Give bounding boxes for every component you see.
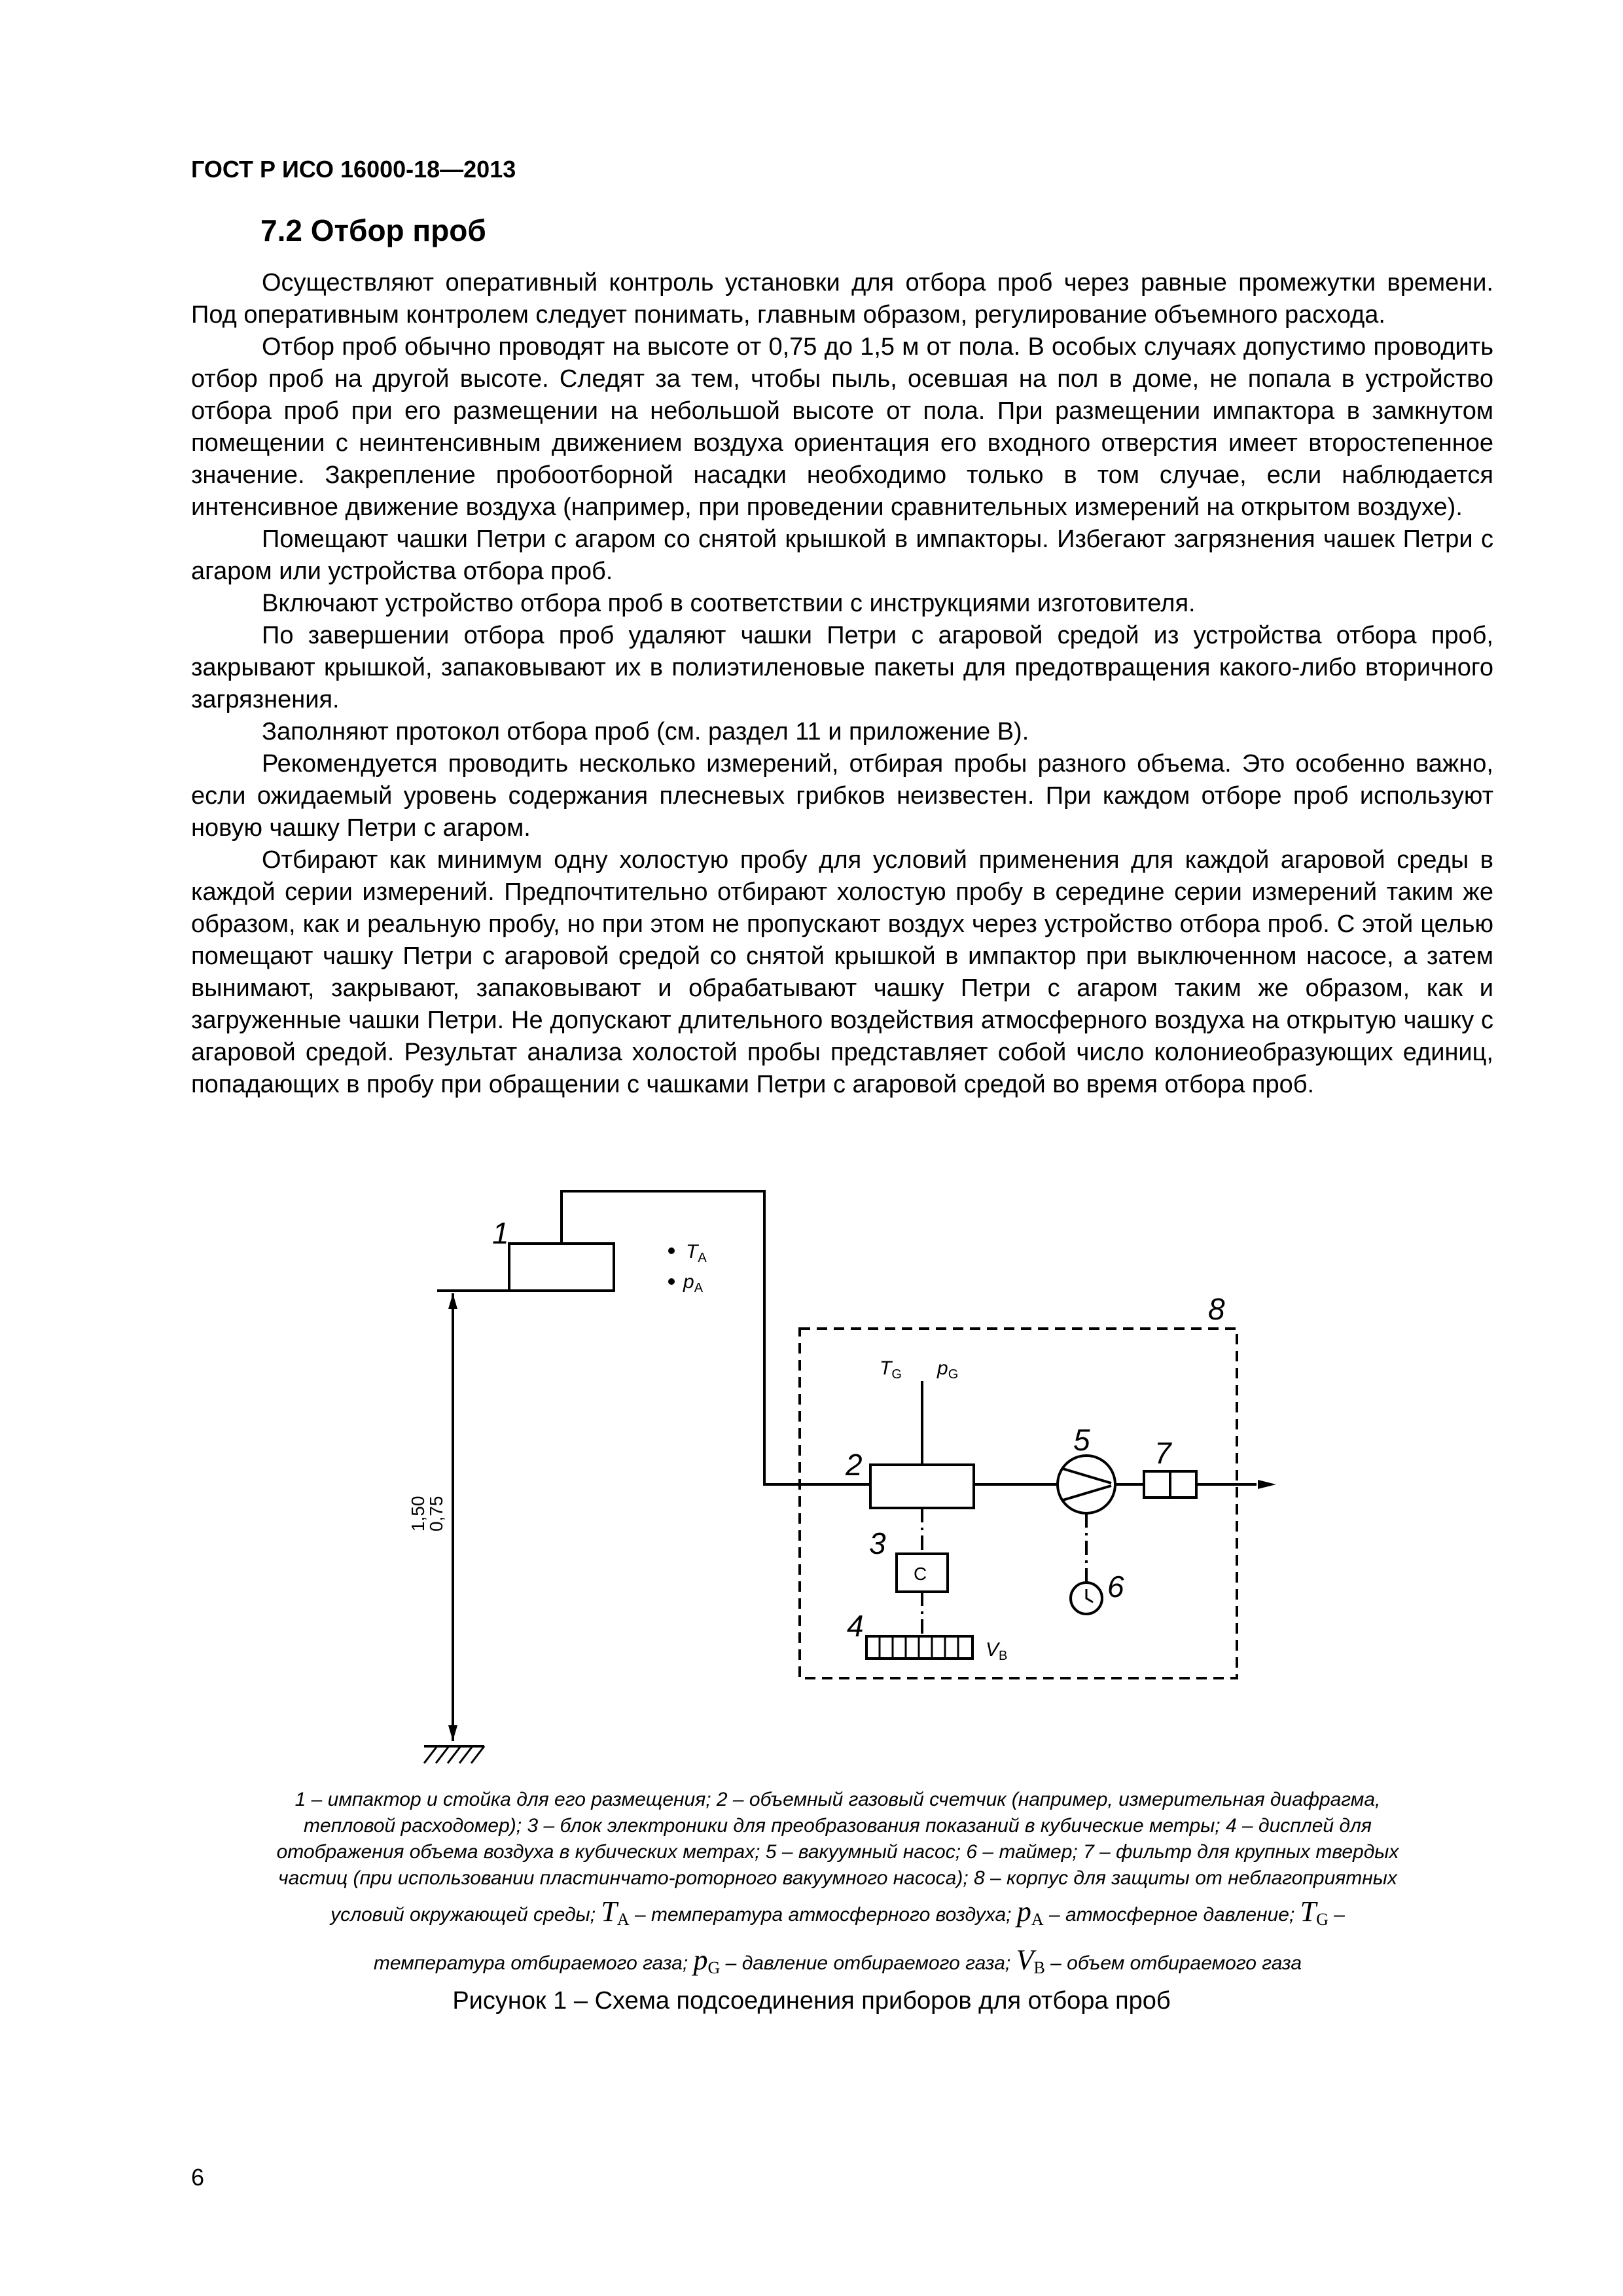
filter-box	[1144, 1471, 1196, 1498]
outlet-arrow	[1258, 1480, 1276, 1489]
label-5: 5	[1073, 1423, 1090, 1457]
label-ta: $T_A$	[686, 1241, 707, 1265]
timer	[1071, 1583, 1102, 1614]
label-2: 2	[846, 1448, 863, 1482]
dimension-arrow-bottom	[448, 1725, 457, 1741]
electronics-box	[897, 1554, 948, 1592]
paragraph: Рекомендуется проводить несколько измерений, отбирая пробы разного объема. Это особенно важно, если ожидаемый уровень содержания плесневых грибков неизвестен. При каждом отборе проб используют новую чашку Петри с агаром.	[191, 750, 1493, 842]
figure-legend	[209, 1787, 1466, 1988]
vacuum-pump	[1058, 1456, 1115, 1513]
volume-display	[866, 1636, 972, 1659]
paragraph: Заполняют протокол отбора проб (см. раздел 11 и приложение В).	[262, 718, 1029, 745]
ground-hatch	[424, 1746, 484, 1763]
electronics-label: C	[914, 1564, 927, 1584]
label-8: 8	[1208, 1292, 1225, 1326]
legend-line: тепловой расходомер); 3 – блок электроники для преобразования показаний в кубические метры; 4 – дисплей для	[304, 1815, 1372, 1837]
paragraph: Отбор проб обычно проводят на высоте от 0,75 до 1,5 м от пола. В особых случаях допустимо проводить отбор проб на другой высоте. Следят за тем, чтобы пыль, осевшая на пол в доме, не попала в устройство отбора проб при его размещении на небольшой высоте от пола. При размещении импактора в замкнутом помещении с неинтенсивным движением воздуха ориентация его входного отверстия имеет второстепенное значение. Закрепление пробоотборной насадки необходимо только в том случае, если наблюдается интенсивное движение воздуха (например, при проведении сравнительных измерений на открытом воздухе).	[191, 333, 1493, 521]
label-3: 3	[869, 1526, 886, 1560]
paragraph: Отбирают как минимум одну холостую пробу для условий применения для каждой агаровой среды в каждой серии измерений. Предпочтительно отбирают холостую пробу в середине серии измерений таким же образом, как и реальную пробу, но при этом не пропускают воздух через устройство отбора проб. С этой целью помещают чашку Петри с агаровой средой со снятой крышкой в импактор при выключенном насосе, а затем вынимают, закрывают, запаковывают и обрабатывают чашку Петри с агаром таким же образом, как и загруженные чашки Петри. Не допускают длительного воздействия атмосферного воздуха на открытую чашку с агаровой средой. Результат анализа холостой пробы представляет собой число колониеобразующих единиц, попадающих в пробу при обращении с чашками Петри с агаровой средой во время отбора проб.	[191, 846, 1493, 1098]
protective-housing	[800, 1329, 1237, 1678]
label-vb: $V_B$	[986, 1639, 1008, 1663]
legend-line: условий окружающей среды; TA – температура атмосферного воздуха; pA – атмосферное давление; TG –	[330, 1895, 1345, 1929]
label-6: 6	[1107, 1570, 1124, 1604]
section-title: 7.2 Отбор проб	[260, 213, 486, 247]
dimension-arrow-top	[448, 1293, 457, 1309]
label-tg: $T_G$	[880, 1357, 902, 1382]
label-1: 1	[492, 1216, 509, 1250]
paragraph: По завершении отбора проб удаляют чашки Петри с агаровой средой из устройства отбора проб, закрывают крышкой, запаковывают их в полиэтиленовые пакеты для предотвращения какого-либо вторичного загрязнения.	[191, 622, 1493, 713]
paragraph: Включают устройство отбора проб в соответствии с инструкциями изготовителя.	[262, 590, 1196, 617]
dimension-150: 1,50	[408, 1496, 428, 1532]
legend-line: температура отбираемого газа; pG – давление отбираемого газа; VB – объем отбираемого газа	[373, 1944, 1302, 1977]
legend-line: 1 – импактор и стойка для его размещения; 2 – объемный газовый счетчик (например, измерительная диафрагма,	[294, 1789, 1381, 1810]
bullet-pa	[668, 1278, 675, 1285]
document-header: ГОСТ Р ИСО 16000-18—2013	[191, 156, 516, 183]
figure-caption: Рисунок 1 – Схема подсоединения приборов для отбора проб	[452, 1987, 1171, 2015]
legend-line: отображения объема воздуха в кубических метрах; 5 – вакуумный насос; 6 – таймер; 7 – фильтр для крупных твердых	[276, 1841, 1399, 1863]
legend-line: частиц (при использовании пластинчато-роторного вакуумного насоса); 8 – корпус для защиты от неблагоприятных	[278, 1867, 1397, 1889]
impactor-box	[509, 1244, 614, 1291]
gas-counter-box	[870, 1465, 974, 1508]
page-number: 6	[191, 2164, 205, 2191]
label-7: 7	[1154, 1436, 1171, 1470]
paragraph: Осуществляют оперативный контроль установки для отбора проб через равные промежутки времени. Под оперативным контролем следует понимать, главным образом, регулирование объемного расхода.	[191, 269, 1493, 329]
dimension-075: 0,75	[426, 1496, 446, 1532]
paragraph: Помещают чашки Петри с агаром со снятой крышкой в импакторы. Избегают загрязнения чашек Петри с агаром или устройства отбора проб.	[191, 526, 1493, 585]
sample-tube	[562, 1191, 870, 1484]
label-4: 4	[847, 1609, 864, 1643]
label-pg: $p_G$	[937, 1357, 959, 1382]
label-pa: $p_A$	[683, 1271, 704, 1295]
bullet-ta	[668, 1247, 675, 1254]
body-text	[191, 267, 1493, 1101]
